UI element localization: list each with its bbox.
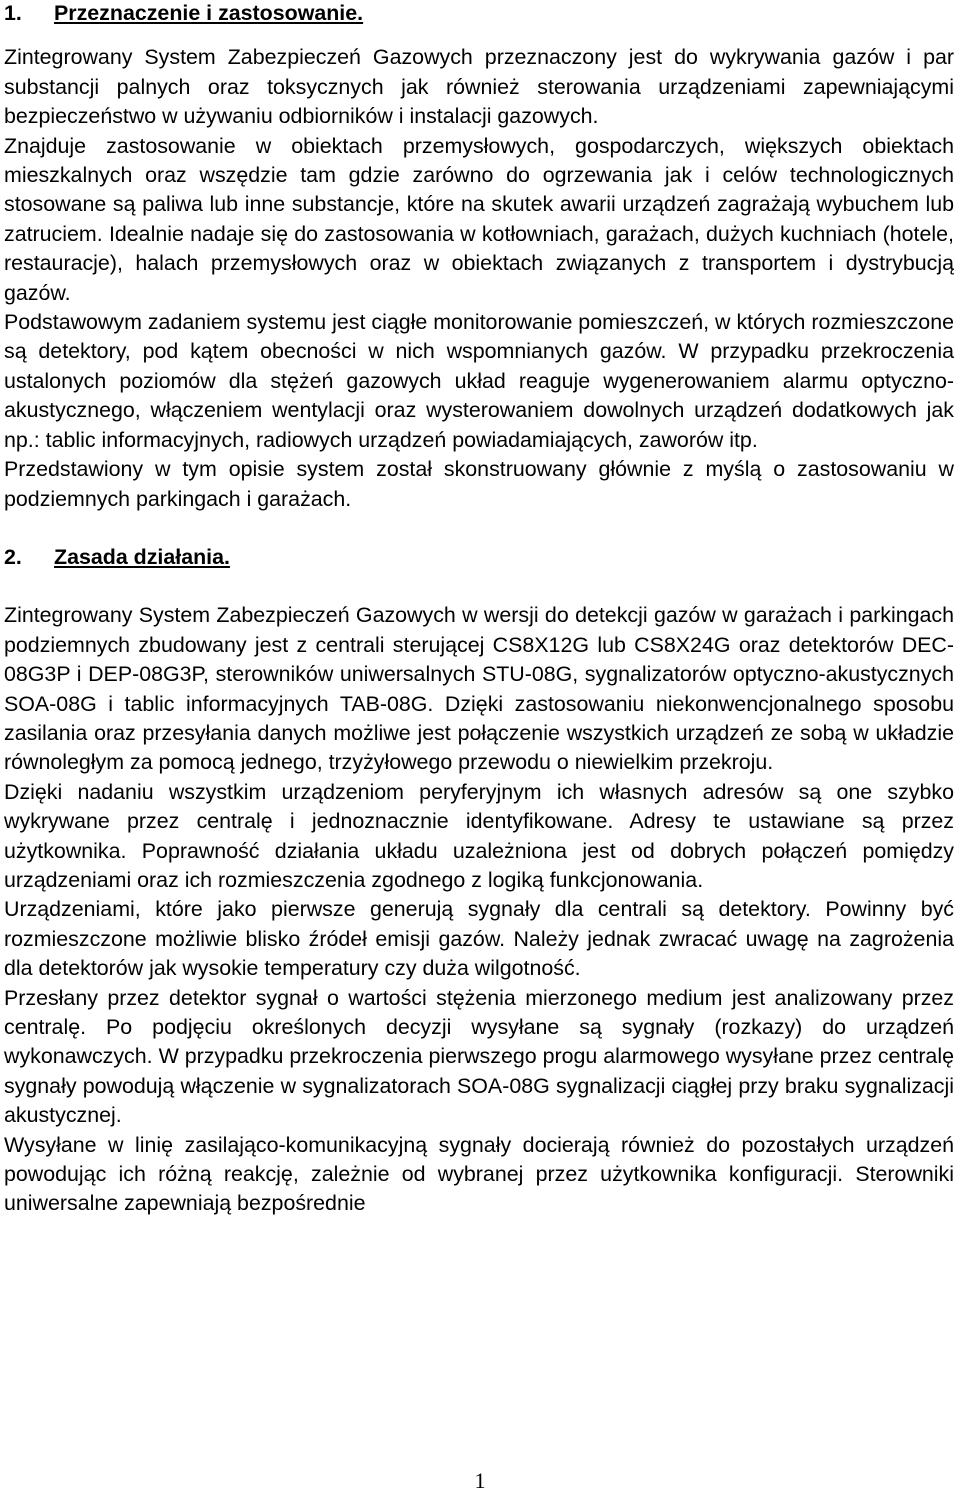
sentence: Idealnie nadaje się do zastosowania w kotłowniach, garażach, dużych kuchniach (hotele, restauracje), halach przemysłowych oraz w obiektach związanych z transportem i dystrybucją gazów. bbox=[4, 221, 954, 305]
paragraph bbox=[4, 308, 954, 455]
sentence: Dzięki nadaniu wszystkim urządzeniom peryferyjnym ich własnych adresów są one szybko wykrywane przez centralę i jednoznacznie identyfikowane. bbox=[4, 779, 954, 834]
section-2-body bbox=[4, 601, 954, 1219]
sentence: Zintegrowany System Zabezpieczeń Gazowych w wersji do detekcji gazów w garażach i parkingach podziemnych zbudowany jest z centrali sterującej CS8X12G lub CS8X24G oraz detektorów DEC-08G3P i DEP-08G3P, sterowników uniwersalnych STU-08G, sygnalizatorów optyczno-akustycznych SOA-08G i tablic informacyjnych TAB-08G. bbox=[4, 603, 954, 716]
sentence: Zintegrowany System Zabezpieczeń Gazowych przeznaczony jest do wykrywania gazów i par substancji palnych oraz toksycznych jak również sterowania urządzeniami zapewniającymi bezpieczeństwo w używaniu odbiorników i instalacji gazowych. bbox=[4, 45, 954, 129]
section-2-heading bbox=[4, 543, 954, 572]
sentence: Adresy te ustawiane są przez użytkownika. bbox=[4, 809, 955, 863]
section-1-heading bbox=[4, 0, 954, 28]
sentence: Należy jednak zwracać uwagę na zagrożenia dla detektorów jak wysokie temperatury czy duża wilgotność. bbox=[4, 926, 954, 981]
section-1-title: Przeznaczenie i zastosowanie. bbox=[54, 1, 364, 25]
sentence: Urządzeniami, które jako pierwsze generują sygnały dla centrali są detektory. bbox=[4, 897, 811, 922]
section-1-number: 1. bbox=[4, 1, 22, 25]
sentence: Po podjęciu określonych decyzji wysyłane są sygnały (rozkazy) do urządzeń wykonawczych. bbox=[4, 1015, 954, 1069]
paragraph bbox=[4, 43, 954, 131]
paragraph bbox=[4, 1131, 954, 1219]
sentence: Wysyłane w linię zasilająco-komunikacyjną sygnały docierają również do pozostałych urządzeń powodując ich różną reakcję, zależnie od wybranej przez użytkownika konfiguracji. bbox=[4, 1132, 954, 1187]
sentence: W przypadku przekroczenia ustalonych poziomów dla stężeń gazowych układ reaguje wygenerowaniem alarmu optyczno-akustycznego, włączeniem wentylacji oraz wysterowaniem dowolnych urządzeń dodatkowych jak np.: tablic informacyjnych, radiowych urządzeń powiadamiających, zaworów itp. bbox=[4, 339, 954, 452]
section-2-title: Zasada działania. bbox=[54, 544, 230, 569]
paragraph bbox=[4, 895, 954, 983]
document-page bbox=[4, 0, 954, 1219]
paragraph bbox=[4, 601, 954, 777]
paragraph bbox=[4, 455, 954, 514]
sentence: Powinny być rozmieszczone możliwie blisko źródeł emisji gazów. bbox=[4, 897, 954, 951]
page-number: 1 bbox=[474, 1468, 486, 1493]
paragraph bbox=[4, 132, 954, 308]
sentence: Sterowniki uniwersalne zapewniają bezpośrednie bbox=[4, 1162, 954, 1216]
sentence: Przesłany przez detektor sygnał o wartości stężenia mierzonego medium jest analizowany przez centralę. bbox=[4, 985, 954, 1039]
sentence: Poprawność działania układu uzależniona jest od dobrych połączeń pomiędzy urządzeniami oraz ich rozmieszczenia zgodnego z logiką funkcjonowania. bbox=[4, 838, 954, 892]
sentence: Dzięki zastosowaniu niekonwencjonalnego sposobu zasilania oraz przesyłania danych możliwe jest połączenie wszystkich urządzeń ze sobą w układzie równoległym za pomocą jednego, trzyżyłowego przewodu o niewielkim przekroju. bbox=[4, 691, 954, 775]
sentence: Przedstawiony w tym opisie system został skonstruowany głównie z myślą o zastosowaniu w podziemnych parkingach i garażach. bbox=[4, 457, 954, 511]
sentence: Podstawowym zadaniem systemu jest ciągłe monitorowanie pomieszczeń, w których rozmieszczone są detektory, pod kątem obecności w nich wspomnianych gazów. bbox=[4, 310, 954, 364]
section-2-number: 2. bbox=[4, 544, 22, 569]
paragraph bbox=[4, 984, 954, 1131]
paragraph bbox=[4, 778, 954, 896]
section-1-body bbox=[4, 43, 954, 514]
sentence: Znajduje zastosowanie w obiektach przemysłowych, gospodarczych, większych obiektach mieszkalnych oraz wszędzie tam gdzie zarówno do ogrzewania jak i celów technologicznych stosowane są paliwa lub inne substancje, które na skutek awarii urządzeń zagrażają wybuchem lub zatruciem. bbox=[4, 133, 954, 246]
sentence: W przypadku przekroczenia pierwszego progu alarmowego wysyłane przez centralę sygnały powodują włączenie w sygnalizatorach SOA-08G sygnalizacji ciągłej przy braku sygnalizacji akustycznej. bbox=[4, 1044, 954, 1128]
